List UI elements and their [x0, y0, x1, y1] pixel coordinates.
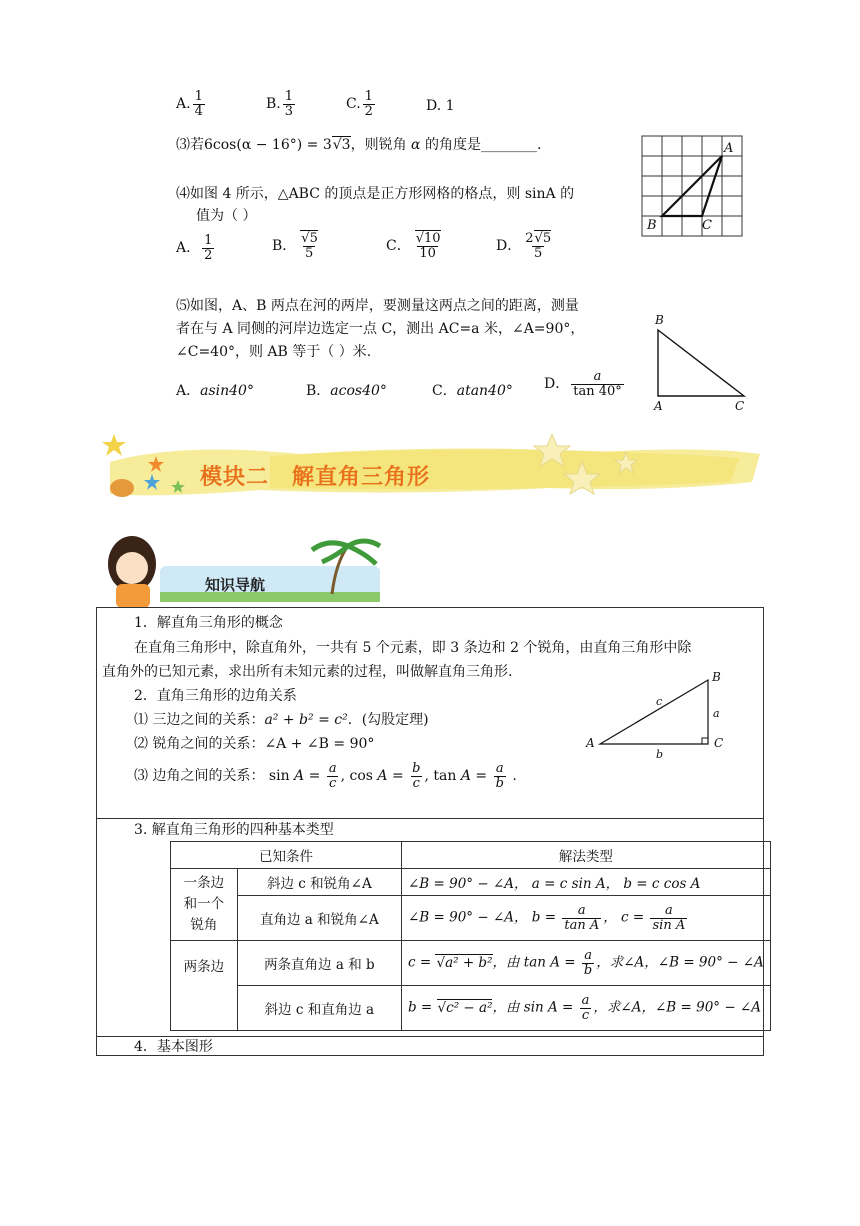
option-d: D. 1: [426, 98, 455, 114]
tri-side-b: b: [656, 748, 664, 761]
girl-avatar-icon: [116, 552, 148, 584]
option-a: A. $\frac{1}{4}$: [176, 89, 203, 119]
question-5-line2: 者在与 A 同侧的河岸边选定一点 C，测出 AC=a 米，∠A=90°，: [176, 321, 585, 337]
p1-line2: 直角外的已知元素，求出所有未知元素的过程，叫做解直角三角形.: [102, 664, 513, 680]
river-label-a: A: [654, 399, 663, 413]
question-5-line1: ⑸如图，A、B 两点在河的两岸，要测量这两点之间的距离，测量: [176, 298, 579, 314]
q5-option-c: C．atan40°: [432, 383, 513, 399]
solve-types-table: [170, 841, 771, 1031]
p2-title: 2．直角三角形的边角关系: [134, 688, 297, 704]
table-head-condition: 已知条件: [171, 842, 402, 869]
right-triangle-figure: [596, 676, 716, 748]
question-5-line3: ∠C=40°，则 AB 等于（ ）米.: [176, 344, 372, 360]
row4-condition: 斜边 c 和直角边 a: [237, 986, 401, 1031]
group-side-angle: 一条边 和一个 锐角: [171, 869, 238, 941]
row1-condition: 斜边 c 和锐角∠A: [237, 869, 401, 896]
row2-solution: ∠B = 90° − ∠A， b = $\frac{a}{\text{tan A}}$ ， c = $\frac{a}{\text{sin A}}$: [402, 896, 771, 941]
river-label-b: B: [655, 313, 664, 327]
tri-side-a: a: [713, 707, 720, 720]
question-3: ⑶若6cos(α − 16°) = 3√ 3，则锐角 α 的角度是________.: [176, 135, 541, 155]
crab-icon: [110, 479, 134, 497]
option-b: B. $\frac{1}{3}$: [266, 89, 294, 119]
row4-solution: b = √ c² − a²，由 sin A = $\frac{a}{c}$ ，求∠A，∠B = 90° − ∠A: [402, 986, 771, 1031]
star-icon: [102, 434, 126, 456]
question-4-line2: 值为（ ）: [196, 208, 257, 224]
row3-solution: c = √ a² + b²，由 tan A = $\frac{a}{b}$ ，求∠A，∠B = 90° − ∠A: [402, 941, 771, 986]
nav-header-art: [98, 532, 390, 610]
nav-title: 知识导航: [205, 576, 266, 594]
p2-item1: ⑴ 三边之间的关系：a² + b² = c²．(勾股定理): [134, 712, 429, 728]
q5-option-a: A．asin40°: [176, 383, 254, 399]
palm-tree-icon: [312, 541, 380, 564]
grid-label-b: B: [647, 218, 657, 233]
q5-option-d: D． $\frac{a}{\tan 40^\circ}$: [544, 369, 622, 399]
question-4-line1: ⑷如图 4 所示，△ABC 的顶点是正方形网格的格点，则 sinA 的: [176, 186, 575, 202]
row1-solution: ∠B = 90° − ∠A， a = c sin A， b = c cos A: [402, 869, 771, 896]
grid-label-c: C: [702, 218, 712, 233]
p1-line1: 在直角三角形中，除直角外，一共有 5 个元素，即 3 条边和 2 个锐角，由直角三角形中除: [134, 640, 692, 656]
row3-condition: 两条直角边 a 和 b: [237, 941, 401, 986]
q4-option-a: A． $\frac{1}{2}$: [176, 233, 213, 263]
tri-label-c: C: [714, 736, 724, 750]
tri-side-c: c: [656, 695, 663, 708]
table-head-solution: 解法类型: [402, 842, 771, 869]
p1-title: 1．解直角三角形的概念: [134, 615, 283, 631]
grid-label-a: A: [724, 141, 734, 156]
p3-title: 3. 解直角三角形的四种基本类型: [134, 822, 334, 838]
triangle-abc: [662, 156, 722, 216]
river-label-c: C: [735, 399, 745, 413]
option-c: C. $\frac{1}{2}$: [346, 89, 373, 119]
p4-title: 4．基本图形: [134, 1039, 213, 1055]
row2-condition: 直角边 a 和锐角∠A: [237, 896, 401, 941]
p2-item2: ⑵ 锐角之间的关系：∠A + ∠B = 90°: [134, 736, 375, 752]
q4-option-d: D． $\frac{2√ 5}{5}$: [496, 232, 555, 260]
tri-label-a: A: [586, 736, 595, 750]
q5-option-b: B．acos40°: [306, 383, 387, 399]
section-title: 模块二 解直角三角形: [200, 465, 431, 490]
p2-item3: ⑶ 边角之间的关系： sin A = $\frac{a}{c}$ , cos A = $\frac{b}{c}$ , tan A = $\frac{a}{b}$ .: [134, 760, 517, 791]
q4-option-c: C． √ $\frac{10}{10}$: [386, 232, 445, 260]
q4-option-b: B． √ $\frac{5}{5}$: [272, 232, 322, 260]
group-two-sides: 两条边: [171, 941, 238, 1031]
tri-label-b: B: [712, 670, 721, 684]
river-triangle-figure: [650, 326, 750, 400]
